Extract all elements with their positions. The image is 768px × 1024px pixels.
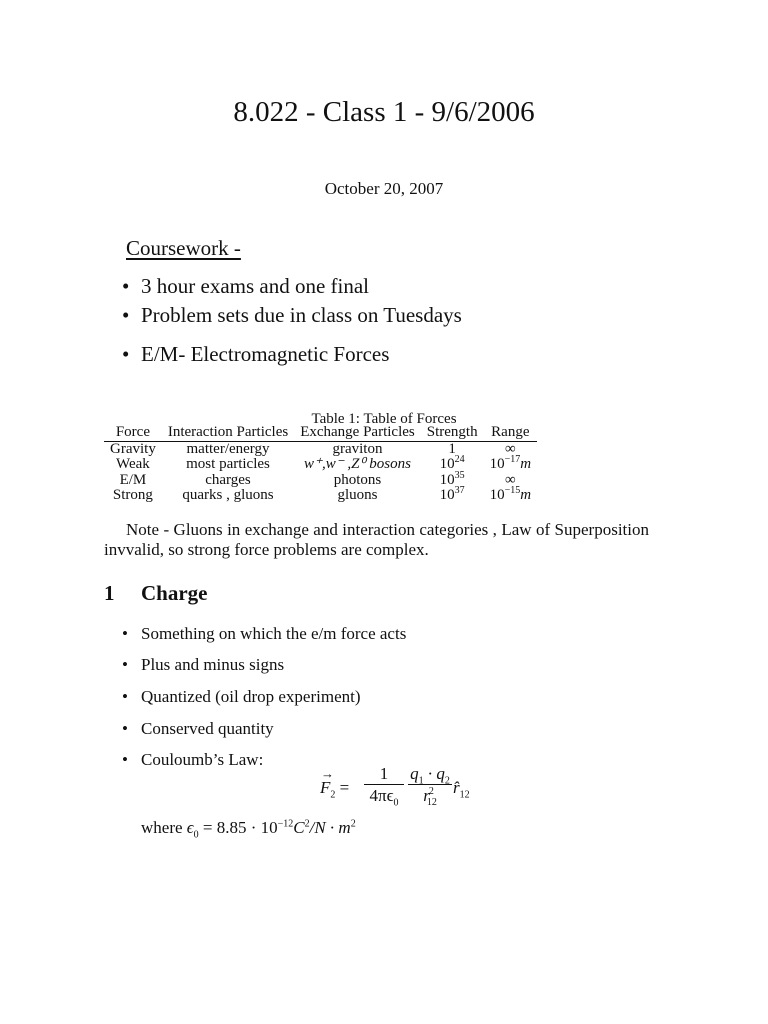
bullet-icon: • (122, 342, 130, 366)
table-row: E/M charges photons $10^{35}$ ∞ (119, 469, 516, 488)
section-heading (104, 581, 208, 606)
list-item: • 3 hour exams and one final (122, 274, 370, 298)
column-header: Interaction Particles (167, 424, 289, 440)
page-title: 8.022 - Class 1 - 9/6/2006 (233, 96, 535, 128)
column-header: Strength (426, 424, 478, 440)
list-item: • Plus and minus signs (122, 655, 285, 674)
bullet-icon: • (122, 750, 128, 769)
table-row: Strong quarks , gluons gluons $10^{37}$ $10^{-15}m$ (112, 485, 532, 503)
list-item: • Conserved quantity (122, 719, 274, 738)
bullet-icon: • (122, 624, 128, 643)
list-item: • Something on which the e/m force acts (122, 624, 407, 643)
bullet-icon: • (122, 719, 128, 738)
column-header: Exchange Particles (300, 424, 415, 440)
list-item: • Couloumb’s Law: (122, 750, 264, 769)
section-number: 1 (104, 581, 115, 605)
bullet-icon: • (122, 274, 130, 298)
table-row: Gravity matter/energy graviton 1 ∞ (110, 440, 516, 457)
table-row: Weak most particles w⁺,w⁻ ,Z⁰ bosons $10^{24}$ $10^{-17}m$ (116, 454, 532, 472)
column-header: Force (115, 424, 150, 440)
table-header-row (104, 425, 537, 441)
coursework-heading: Coursework - (126, 236, 241, 260)
list-item: • Quantized (oil drop experiment) (122, 687, 361, 706)
column-header: Range (491, 424, 530, 440)
table-caption: Table 1: Table of Forces (311, 411, 457, 427)
section-title: Charge (141, 581, 208, 605)
list-item: • E/M- Electromagnetic Forces (122, 342, 390, 366)
bullet-icon: • (122, 687, 128, 706)
list-item: • Problem sets due in class on Tuesdays (122, 303, 462, 327)
forces-table (104, 425, 537, 504)
bullet-icon: • (122, 303, 130, 327)
document-date: October 20, 2007 (324, 179, 444, 198)
note-paragraph: Note - Gluons in exchange and interaction categories , Law of Superposition invvalid, so strong force problems are complex. (104, 520, 649, 559)
epsilon-definition: where $\epsilon_0 = 8.85 \cdot 10^{-12}C^2/N \cdot m^2$ (141, 818, 356, 841)
bullet-icon: • (122, 655, 128, 674)
